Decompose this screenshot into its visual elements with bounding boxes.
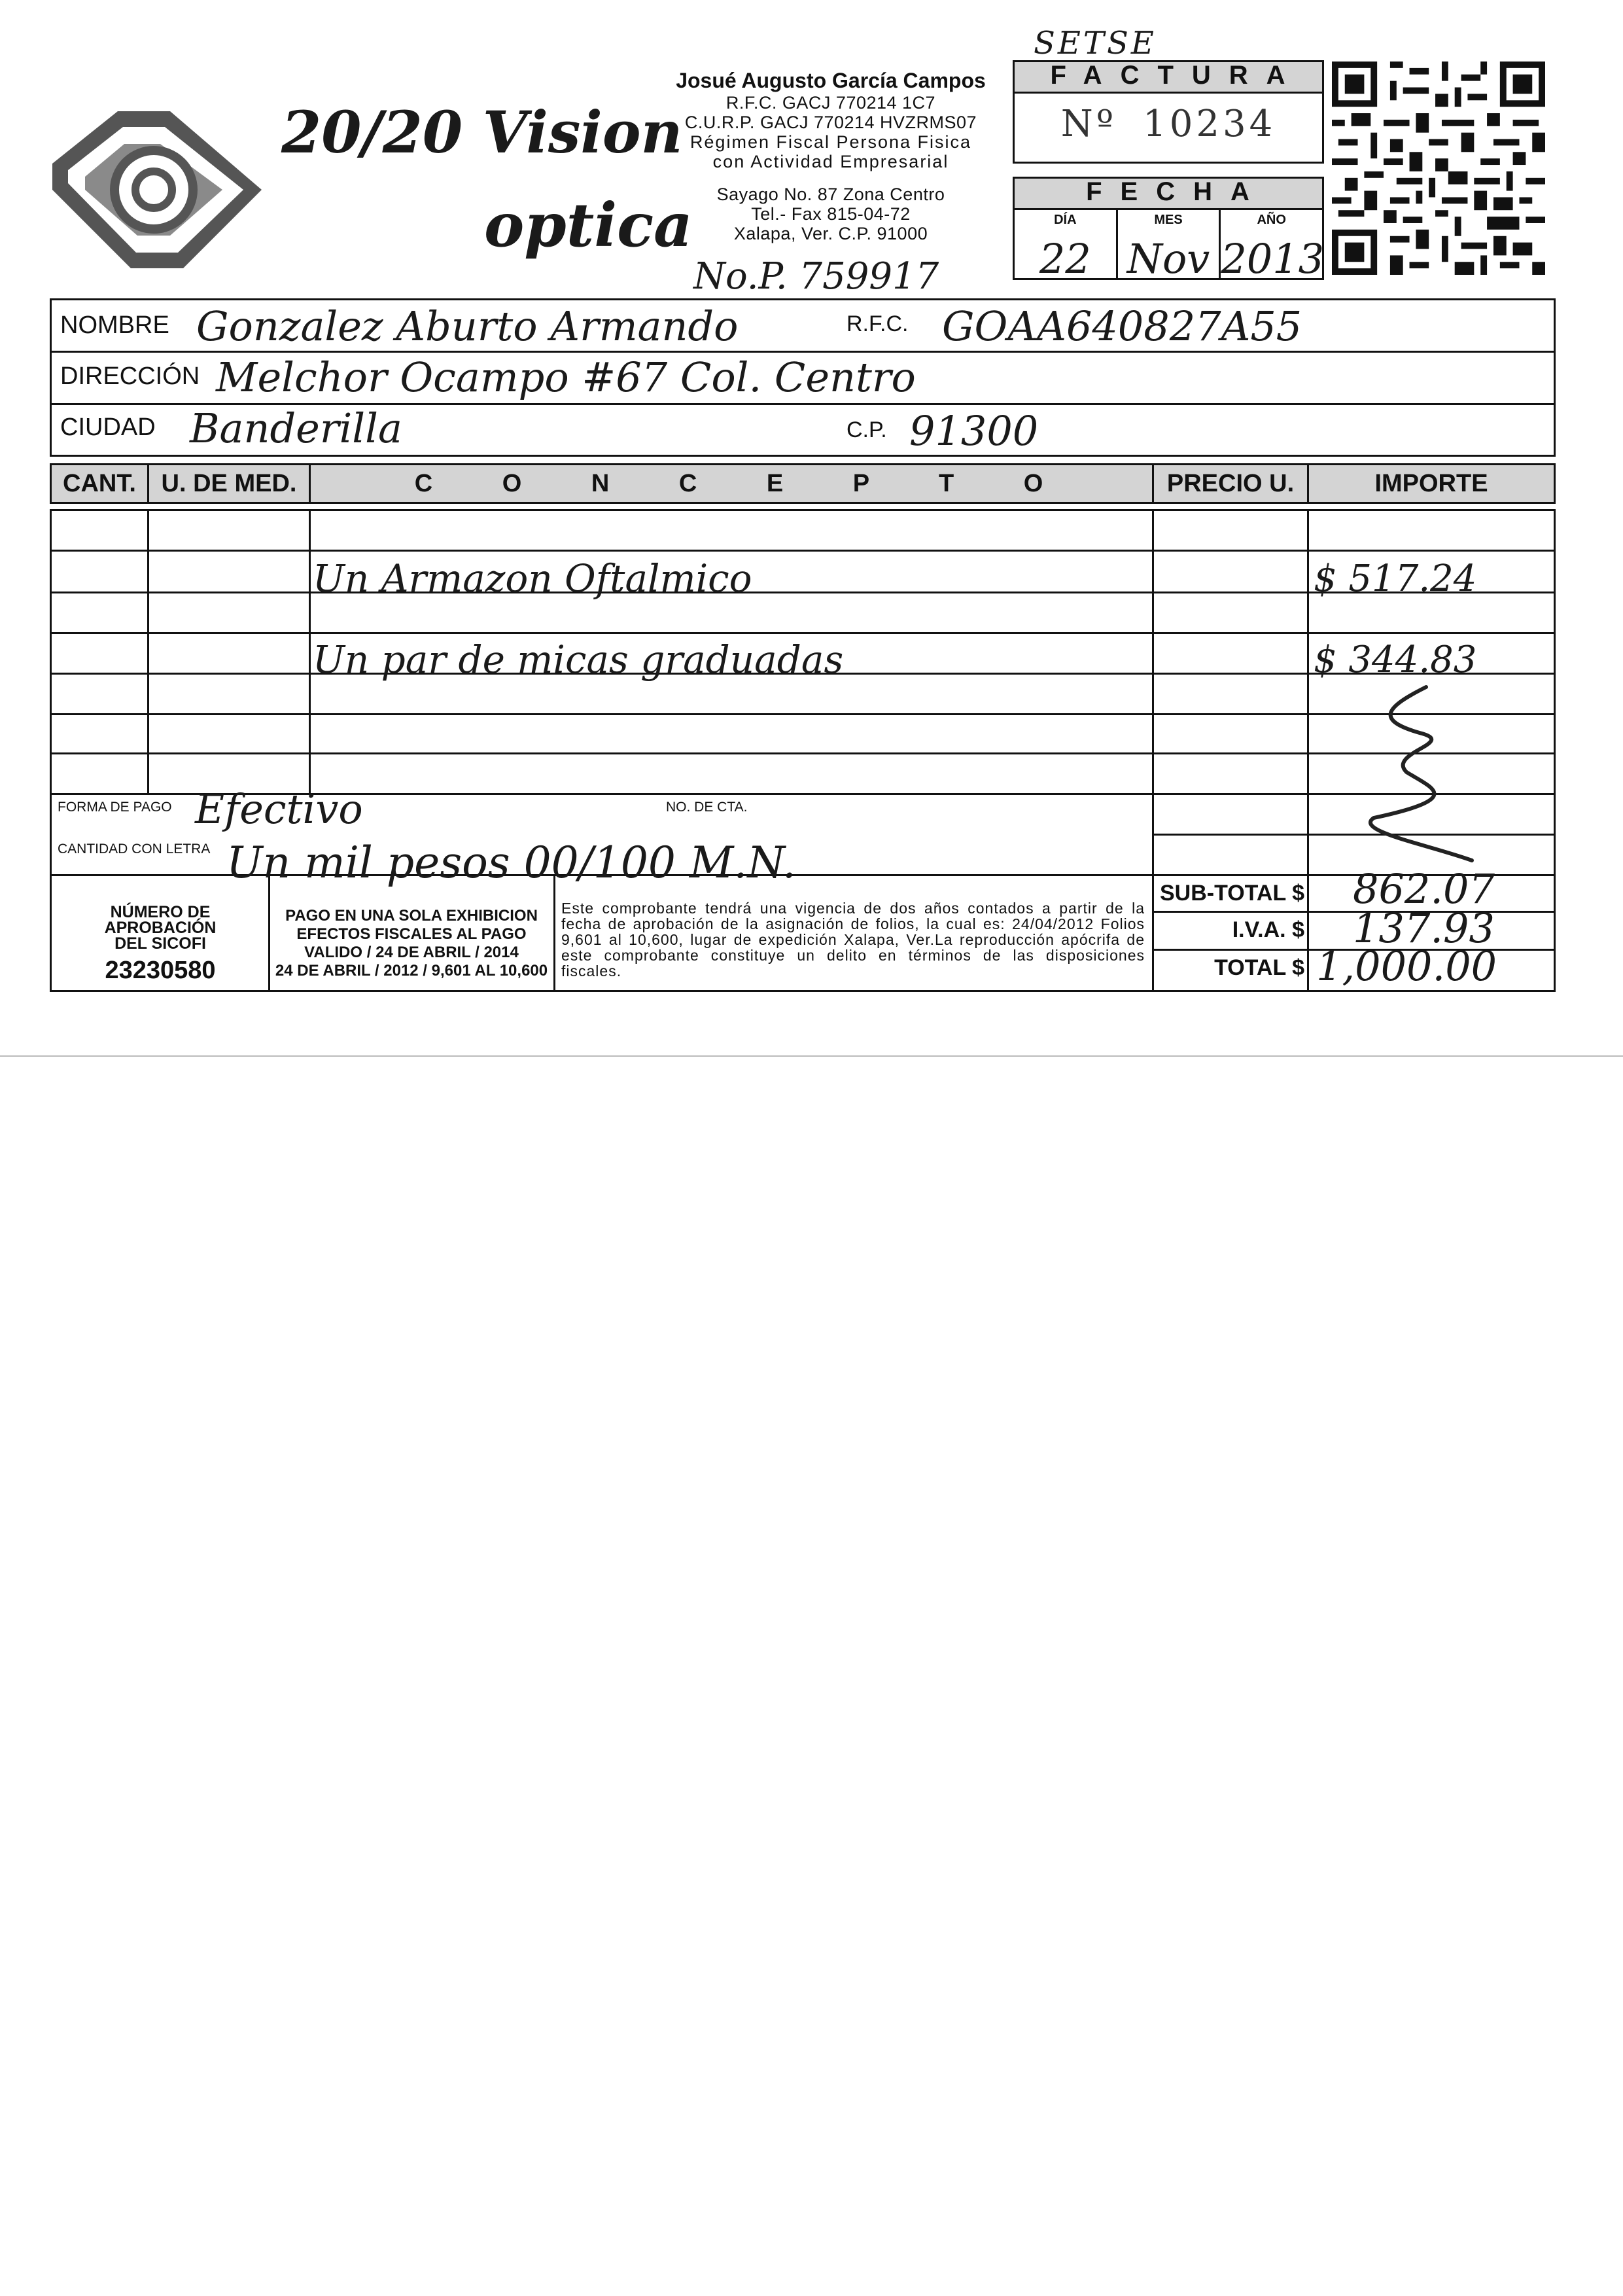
fecha-dia [1015, 210, 1118, 283]
issuer-regime-1: Régimen Fiscal Persona Fisica [689, 132, 972, 152]
header-importe: IMPORTE [1307, 463, 1556, 504]
factura-number-label: Nº [1060, 103, 1117, 145]
subtotal-value: 862.07 [1353, 865, 1495, 913]
factura-number-value: 10234 [1143, 103, 1276, 145]
approval-number: 23230580 [105, 957, 216, 984]
pago-block [271, 907, 552, 980]
forma-pago-value: Efectivo [195, 785, 363, 833]
fecha-dia-value: 22 [1039, 235, 1091, 283]
issuer-name: Josué Augusto García Campos [676, 69, 986, 92]
brand-subtitle: optica [484, 190, 693, 260]
fecha-title: FECHA [1015, 179, 1322, 210]
pago-line-3: VALIDO / 24 DE ABRIL / 2014 [304, 944, 519, 961]
cancel-squiggle-icon [1348, 680, 1478, 870]
fecha-anio [1221, 210, 1325, 283]
nombre-label: NOMBRE [60, 311, 169, 339]
fecha-anio-value: 2013 [1221, 235, 1325, 283]
cp-label: C.P. [846, 417, 887, 442]
item-concepto-2: Un par de micas graduadas [313, 637, 844, 682]
total-label: TOTAL $ [1214, 955, 1304, 980]
factura-box [1013, 60, 1324, 164]
fecha-dia-label: DÍA [1054, 213, 1077, 227]
item-concepto-1: Un Armazon Oftalmico [313, 556, 752, 601]
pago-line-1: PAGO EN UNA SOLA EXHIBICION [285, 907, 538, 925]
fecha-box [1013, 177, 1325, 283]
issuer-address: Sayago No. 87 Zona Centro [716, 185, 945, 204]
total-value: 1,000.00 [1316, 942, 1497, 990]
direccion-label: DIRECCIÓN [60, 362, 200, 390]
item-importe-2: $ 344.83 [1314, 639, 1477, 681]
fecha-mes [1118, 210, 1221, 283]
cp-value: 91300 [909, 407, 1039, 455]
approval-block [54, 904, 267, 987]
approval-label-2: DEL SICOFI [114, 934, 206, 953]
nombre-value: Gonzalez Aburto Armando [196, 302, 739, 350]
ciudad-value: Banderilla [190, 404, 402, 452]
direccion-value: Melchor Ocampo #67 Col. Centro [216, 353, 916, 401]
brand-name: 20/20 Vision [281, 98, 683, 166]
eye-logo-icon [46, 105, 268, 275]
factura-number [1015, 103, 1322, 145]
legal-text: Este comprobante tendrá una vigencia de dos años contados a partir de la fecha de aprobación de la asignación de folios, la cual es: 24/04/2012 Folios 9,601 al 10,600, lugar de expedición Xalapa, Ver.La reproducción apócrifa de este comprobante constituye un delito en términos de las disposiciones fiscales. [561, 900, 1145, 980]
issuer-note: No.P. 759917 [693, 255, 939, 298]
fecha-mes-value: Nov [1126, 235, 1210, 283]
ciudad-label: CIUDAD [60, 414, 156, 441]
factura-title: FACTURA [1015, 62, 1322, 94]
qr-code-icon [1332, 60, 1545, 276]
annotation-top: SETSE [1034, 25, 1157, 62]
page-fold-line [0, 1055, 1623, 1057]
pago-line-2: EFECTOS FISCALES AL PAGO [296, 925, 527, 943]
issuer-info [654, 68, 1007, 243]
pago-line-4: 24 DE ABRIL / 2012 / 9,601 AL 10,600 [275, 962, 548, 980]
issuer-curp: C.U.R.P. GACJ 770214 HVZRMS07 [684, 113, 977, 132]
issuer-rfc: R.F.C. GACJ 770214 1C7 [725, 93, 936, 113]
item-importe-1: $ 517.24 [1314, 557, 1477, 600]
approval-label-1: NÚMERO DE APROBACIÓN [104, 903, 217, 937]
issuer-phone: Tel.- Fax 815-04-72 [751, 204, 911, 224]
cuenta-label: NO. DE CTA. [666, 800, 748, 815]
header-concepto: C O N C E P T O [309, 463, 1154, 504]
rfc-label: R.F.C. [846, 311, 909, 336]
issuer-city: Xalapa, Ver. C.P. 91000 [733, 224, 928, 243]
rfc-value: GOAA640827A55 [942, 302, 1302, 350]
iva-value: 137.93 [1353, 904, 1495, 952]
forma-pago-label: FORMA DE PAGO [58, 800, 172, 815]
cantidad-letra-label: CANTIDAD CON LETRA [58, 841, 211, 857]
issuer-regime-2: con Actividad Empresarial [712, 152, 949, 171]
fecha-anio-label: AÑO [1257, 213, 1286, 227]
header-unidad: U. DE MED. [147, 463, 311, 504]
header-cant: CANT. [50, 463, 149, 504]
fecha-mes-label: MES [1154, 213, 1183, 227]
cantidad-letra-value: Un mil pesos 00/100 M.N. [226, 838, 796, 888]
header-precio: PRECIO U. [1152, 463, 1309, 504]
iva-label: I.V.A. $ [1232, 917, 1304, 942]
subtotal-label: SUB-TOTAL $ [1159, 881, 1304, 906]
